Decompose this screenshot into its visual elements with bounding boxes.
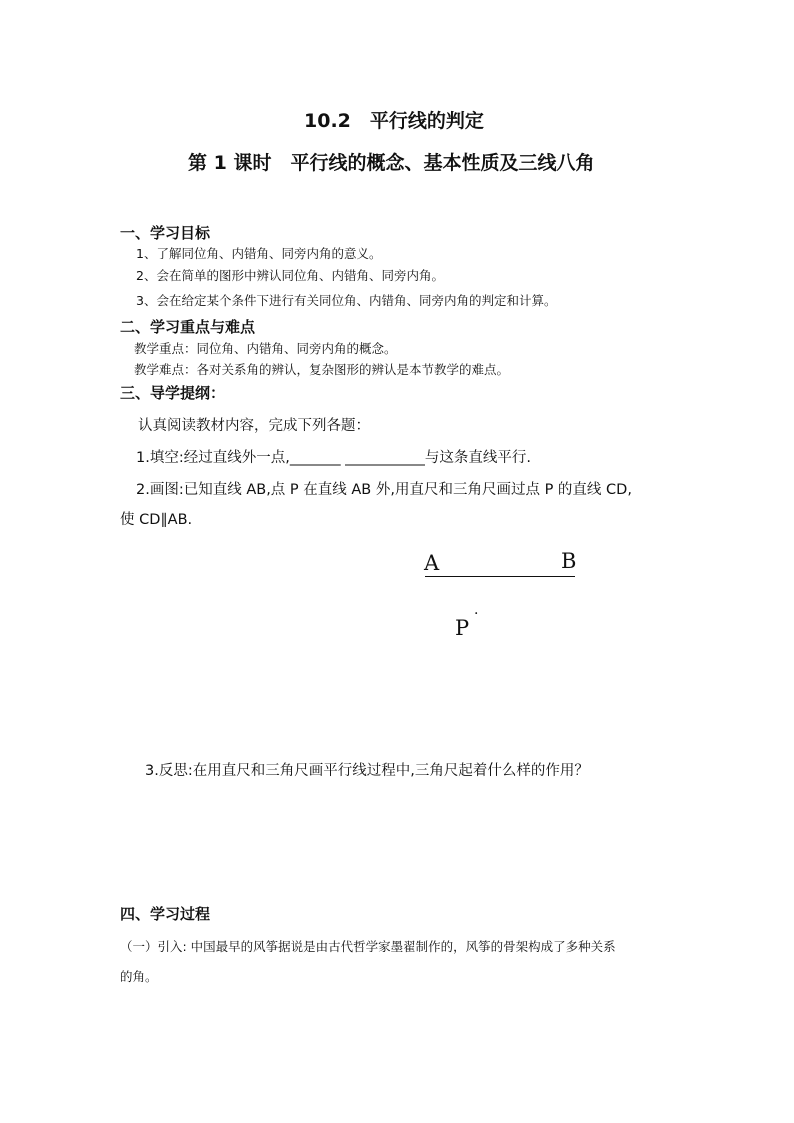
goal-item: 1、了解同位角、内错角、同旁内角的意义。	[136, 246, 382, 261]
figure-point-p: ·	[474, 606, 479, 622]
key-point-item: 教学难点：各对关系角的辨认，复杂图形的辨认是本节教学的难点。	[134, 362, 510, 377]
section-heading-key-points: 二、学习重点与难点	[120, 318, 256, 336]
question-draw: 2.画图:已知直线 AB,点 P 在直线 AB 外,用直尺和三角尺画过点 P 的直线 CD,	[136, 482, 632, 498]
figure-label-a: A	[424, 551, 440, 575]
question-draw-cont: 使 CD∥AB.	[120, 512, 193, 528]
process-intro-line-cont: 的角。	[120, 969, 158, 984]
section-heading-goals: 一、学习目标	[120, 224, 211, 242]
figure-label-p: P	[455, 616, 470, 640]
figure-label-b: B	[561, 549, 577, 573]
section-heading-outline: 三、导学提纲：	[120, 384, 226, 402]
question-fill-blank: 1.填空:经过直线外一点,_______ ___________与这条直线平行.	[136, 450, 532, 466]
question-reflect: 3.反思:在用直尺和三角尺画平行线过程中,三角尺起着什么样的作用？	[145, 763, 589, 779]
key-point-item: 教学重点：同位角、内错角、同旁内角的概念。	[134, 341, 397, 356]
section-heading-process: 四、学习过程	[120, 905, 211, 923]
outline-intro: 认真阅读教材内容，完成下列各题：	[138, 418, 370, 434]
goal-item: 3、会在给定某个条件下进行有关同位角、内错角、同旁内角的判定和计算。	[136, 293, 557, 308]
figure-line-ab	[425, 576, 575, 577]
page-title: 10.2 平行线的判定	[304, 110, 484, 132]
goal-item: 2、会在简单的图形中辨认同位角、内错角、同旁内角。	[136, 268, 444, 283]
process-intro-line: （一）引入: 中国最早的风筝据说是由古代哲学家墨翟制作的，风筝的骨架构成了多种关系	[120, 939, 616, 954]
lesson-subtitle: 第 1 课时 平行线的概念、基本性质及三线八角	[188, 152, 595, 174]
